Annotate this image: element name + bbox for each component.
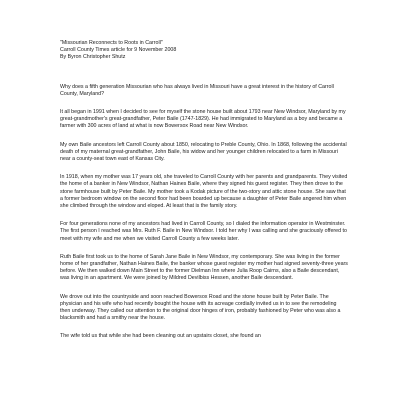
paragraph-westminster: For four generations none of my ancestors had lived in Carroll County, so I dialed the information operator in Westminster. The first person I reached was Mrs. Ruth F. Baile in New Windsor. I told her why I was calling and she graciously offered to meet with my wife and me when we visited Carroll County a few weeks later. (60, 221, 347, 242)
byline: By Byron Christopher Shutz (60, 54, 126, 61)
paragraph-closet: The wife told us that while she had been cleaning out an upstairs closet, she found an (60, 333, 261, 340)
paragraph-stone-house: We drove out into the countryside and soon reached Bowersox Road and the stone house built by Peter Baile. The physician and his wife who had recently bought the house with its acreage cordially invited us in to see the remodeling then underway. They called our attention to the original door hinges of iron, probably fashioned by Peter who was also a blacksmith and had a smithy near the house. (60, 293, 341, 322)
paragraph-1991-visit: It all began in 1991 when I decided to see for myself the stone house built about 1793 near New Windsor, Maryland by my great-grandmother's great-grandfather, Peter Baile (1747-1829). He had immigrated to Maryland as a boy and became a farmer with 300 acres of land at what is now Bowersox Road near New Windsor. (60, 109, 346, 130)
paragraph-ruth-baile: Ruth Baile first took us to the home of Sarah Jane Baile in New Windsor, my contemporary. She was living in the former home of her grandfather, Nathan Haines Baile, the banker whose guest register my mother had signed seventy-three years before. We then walked down Main Street to the former Dielman Inn where Julia Roop Cairns, also a Baile descendant, was living in an apartment. We were joined by Mildred Devilbiss Hessen, another Baile descendant. (60, 253, 348, 282)
page-cutoff-fade (0, 394, 400, 400)
paragraph-1918: In 1918, when my mother was 17 years old, she traveled to Carroll County with her parents and grandparents. They visited the home of a banker in New Windsor, Nathan Haines Baile, where they signed his guest register. They then drove to the stone farmhouse built by Peter Baile. My mother took a Kodak picture of the two-story and attic stone house. She saw that a former bedroom window on the second floor had been boarded up because a daughter of Peter Baile angered him when she climbed through the window and eloped. At least that is the family story. (60, 174, 348, 210)
paragraph-intro: Why does a fifth generation Missourian who has always lived in Missouri have a great interest in the history of Carroll County, Maryland? (60, 83, 334, 97)
paragraph-ancestors: My own Baile ancestors left Carroll County about 1850, relocating to Preble County, Ohio. In 1868, following the accidental death of my maternal great-grandfather, John Baile, his widow and her younger children relocated to a farm in Missouri near a county-seat town east of Kansas City. (60, 141, 347, 163)
publication-line: Carroll County Times article for 9 November 2008 (60, 47, 177, 54)
article-title: "Missourian Reconnects to Roots in Carroll" (60, 40, 163, 46)
